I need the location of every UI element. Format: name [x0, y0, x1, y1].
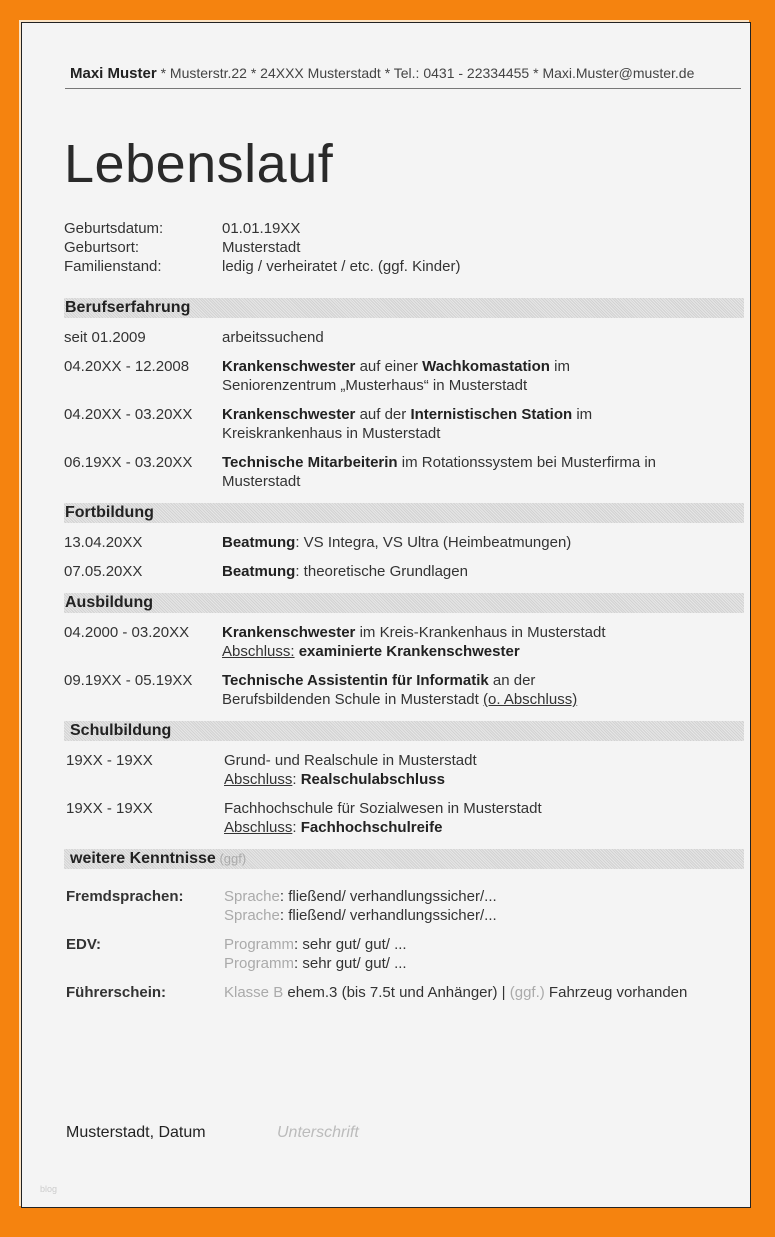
text-segment: Klasse B	[224, 984, 284, 1001]
skill-value	[224, 983, 744, 1002]
section-schulbildung	[64, 721, 744, 837]
text-segment: Beatmung	[222, 563, 296, 580]
entry-description	[224, 751, 744, 789]
contact-details: * Musterstr.22 * 24XXX Musterstadt * Tel.: 0431 - 22334455 * Maxi.Muster@muster.de	[156, 65, 695, 81]
section-heading: Fortbildung	[64, 503, 744, 523]
section-heading-title: weitere Kenntnisse	[70, 850, 216, 867]
entry-date: 09.19XX - 05.19XX	[64, 672, 193, 689]
text-line	[224, 935, 744, 954]
text-segment: : fließend/ verhandlungssicher/...	[279, 888, 497, 905]
text-segment: Berufsbildenden Schule in Musterstadt	[222, 691, 483, 708]
entry-description	[222, 357, 744, 395]
cv-entry	[64, 671, 744, 709]
section-berufserfahrung	[64, 298, 744, 491]
entry-description	[222, 562, 744, 581]
text-line	[222, 424, 744, 443]
text-segment: Programm	[224, 955, 295, 972]
text-segment: Realschulabschluss	[300, 771, 445, 788]
text-line	[222, 376, 744, 395]
entry-description	[222, 671, 744, 709]
section-ausbildung	[64, 593, 744, 709]
entry-description	[224, 799, 744, 837]
text-line	[222, 357, 744, 376]
text-segment: auf der	[355, 406, 411, 423]
cv-entry	[64, 751, 744, 789]
text-line	[224, 770, 744, 789]
text-segment: : fließend/ verhandlungssicher/...	[279, 907, 497, 924]
skill-label: Führerschein:	[66, 984, 167, 1001]
entry-date: 04.2000 - 03.20XX	[64, 624, 190, 641]
entry-description	[222, 533, 744, 552]
text-segment: im	[549, 358, 570, 375]
section-heading: Ausbildung	[64, 593, 744, 613]
text-line	[222, 623, 744, 642]
text-segment: im Rotationssystem bei Musterfirma in	[397, 454, 657, 471]
text-segment: (ggf.)	[509, 984, 545, 1001]
text-segment: Seniorenzentrum „Musterhaus“ in Musterstadt	[222, 377, 528, 394]
skill-value	[224, 935, 744, 973]
section-fortbildung	[64, 503, 744, 581]
entry-description	[222, 623, 744, 661]
cv-entry	[64, 328, 744, 347]
text-segment: Sprache	[224, 888, 280, 905]
cv-entry	[64, 562, 744, 581]
text-line	[224, 818, 744, 837]
personal-label: Geburtsdatum:	[64, 220, 164, 237]
text-segment: Programm	[224, 936, 295, 953]
cv-entry	[64, 405, 744, 443]
text-segment: ehem.3 (bis 7.5t und Anhänger) |	[283, 984, 510, 1001]
text-segment: im Kreis-Krankenhaus in Musterstadt	[355, 624, 606, 641]
applicant-name: Maxi Muster	[70, 65, 157, 82]
text-segment: Beatmung	[222, 534, 296, 551]
entry-date: 06.19XX - 03.20XX	[64, 454, 193, 471]
text-segment: Abschluss	[224, 771, 293, 788]
text-segment: : sehr gut/ gut/ ...	[294, 936, 407, 953]
text-line	[222, 690, 744, 709]
page-title: Lebenslauf	[64, 134, 334, 194]
text-line	[224, 954, 744, 973]
personal-label: Familienstand:	[64, 258, 162, 275]
personal-value: ledig / verheiratet / etc. (ggf. Kinder)	[222, 258, 461, 275]
text-segment: an der	[488, 672, 536, 689]
text-segment: :	[292, 819, 301, 836]
personal-row	[64, 219, 744, 238]
personal-info	[64, 219, 744, 276]
text-line	[224, 799, 744, 818]
text-segment: Fachhochschulreife	[300, 819, 443, 836]
entry-date: 19XX - 19XX	[66, 800, 153, 817]
text-segment: Krankenschwester	[222, 358, 356, 375]
text-segment: :	[292, 771, 301, 788]
text-line	[222, 562, 744, 581]
text-line	[224, 751, 744, 770]
text-segment: Wachkomastation	[422, 358, 550, 375]
cv-body	[64, 219, 744, 1014]
entry-description	[222, 405, 744, 443]
text-line	[224, 983, 744, 1002]
text-segment: : sehr gut/ gut/ ...	[294, 955, 407, 972]
cv-entry	[64, 357, 744, 395]
skill-entry	[64, 983, 744, 1002]
text-segment: auf einer	[355, 358, 423, 375]
text-line	[222, 671, 744, 690]
text-line	[222, 533, 744, 552]
text-segment: Fahrzeug vorhanden	[544, 984, 688, 1001]
text-segment: Sprache	[224, 907, 280, 924]
personal-value: 01.01.19XX	[222, 220, 301, 237]
entry-date: seit 01.2009	[64, 329, 146, 346]
text-segment: Krankenschwester	[222, 624, 356, 641]
entry-description	[222, 328, 744, 347]
text-segment: Grund- und Realschule in Musterstadt	[224, 752, 477, 769]
text-line	[222, 642, 744, 661]
text-segment: Technische Assistentin für Informatik	[222, 672, 489, 689]
personal-value: Musterstadt	[222, 239, 301, 256]
contact-header	[70, 65, 694, 82]
text-segment: Musterstadt	[222, 473, 301, 490]
cv-entry	[64, 799, 744, 837]
watermark: blog	[40, 1184, 58, 1194]
cv-entry	[64, 533, 744, 552]
place-date: Musterstadt, Datum	[66, 1124, 206, 1141]
text-line	[222, 328, 744, 347]
section-weitere-kenntnisse	[64, 849, 744, 1002]
personal-label: Geburtsort:	[64, 239, 140, 256]
text-segment: Abschluss	[224, 819, 293, 836]
text-segment: : theoretische Grundlagen	[295, 563, 468, 580]
text-segment: Kreiskrankenhaus in Musterstadt	[222, 425, 441, 442]
skill-label: Fremdsprachen:	[66, 888, 184, 905]
text-line	[222, 472, 744, 491]
header-divider	[65, 88, 741, 89]
text-segment: arbeitssuchend	[222, 329, 324, 346]
section-heading: Berufserfahrung	[64, 298, 744, 318]
entry-date: 07.05.20XX	[64, 563, 143, 580]
text-line	[222, 453, 744, 472]
entry-date: 04.20XX - 12.2008	[64, 358, 190, 375]
entry-date: 04.20XX - 03.20XX	[64, 406, 193, 423]
text-segment: (o. Abschluss)	[482, 691, 578, 708]
cv-entry	[64, 453, 744, 491]
text-segment: Fachhochschule für Sozialwesen in Musterstadt	[224, 800, 542, 817]
text-line	[222, 405, 744, 424]
text-segment: Abschluss:	[222, 643, 295, 660]
text-line	[224, 906, 744, 925]
cv-entry	[64, 623, 744, 661]
text-segment: im	[572, 406, 593, 423]
text-line	[224, 887, 744, 906]
skill-entry	[64, 935, 744, 973]
section-heading-note: (ggf)	[215, 851, 247, 866]
entry-date: 19XX - 19XX	[66, 752, 153, 769]
text-segment: Technische Mitarbeiterin	[222, 454, 398, 471]
personal-row	[64, 238, 744, 257]
cv-page	[21, 22, 751, 1208]
section-heading	[64, 849, 744, 869]
signature: Unterschrift	[277, 1124, 359, 1141]
skill-entry	[64, 887, 744, 925]
skill-value	[224, 887, 744, 925]
personal-row	[64, 257, 744, 276]
entry-description	[222, 453, 744, 491]
text-segment: Internistischen Station	[410, 406, 573, 423]
text-segment: : VS Integra, VS Ultra (Heimbeatmungen)	[295, 534, 572, 551]
skill-label: EDV:	[66, 936, 102, 953]
entry-date: 13.04.20XX	[64, 534, 143, 551]
section-heading: Schulbildung	[64, 721, 744, 741]
text-segment: Krankenschwester	[222, 406, 356, 423]
text-segment: examinierte Krankenschwester	[298, 643, 520, 660]
